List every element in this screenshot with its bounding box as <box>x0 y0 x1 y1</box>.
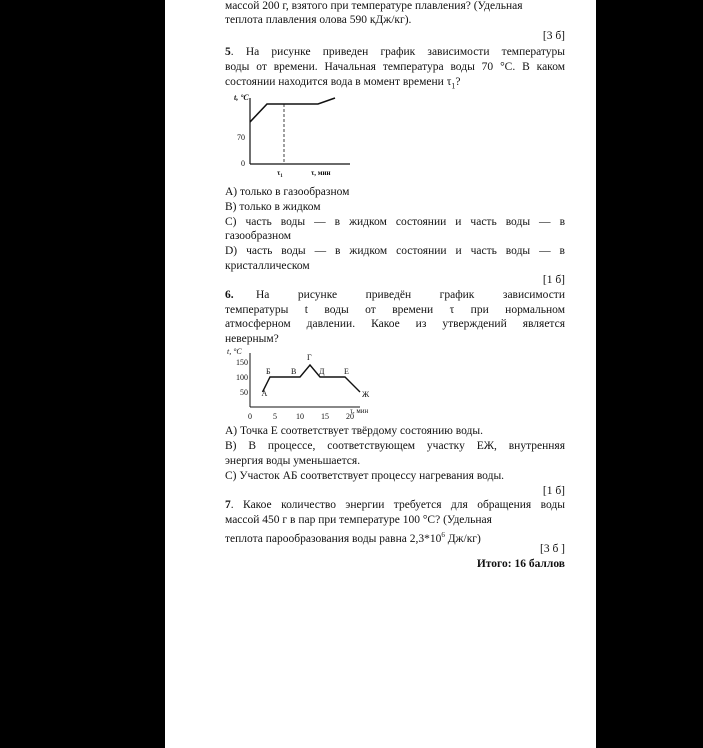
q5-x-label: τ, мин <box>311 169 331 177</box>
q5-points: [1 б] <box>542 274 565 286</box>
q6-line1: На рисунке приведён график зависимости <box>256 289 565 301</box>
q6-y-label: t, °С <box>227 347 242 356</box>
q4-line2: теплота плавления олова 590 кДж/кг). <box>225 14 412 26</box>
q6-x-tick: 20 <box>346 412 354 421</box>
total-score: Итого: 16 баллов <box>476 558 565 570</box>
q6-line4: неверным? <box>225 333 279 345</box>
q6-y-tick: 100 <box>236 373 248 382</box>
q4-points: [3 б] <box>542 30 565 42</box>
q5-y-label: t, °С <box>234 93 249 102</box>
q7-line1-text: . Какое количество энергии требуется для обращения воды <box>230 499 565 511</box>
q6-option-b-line2: энергия воды уменьшается. <box>225 455 361 467</box>
q6-line2: температуры t воды от времени τ при нормальном <box>225 304 565 316</box>
q6-line3: атмосферном давлении. Какое из утверждений является <box>225 318 565 330</box>
document-page <box>165 0 596 748</box>
q5-line3-text: состоянии находится вода в момент времени τ <box>225 76 452 88</box>
q7-line3-unit: Дж/кг) <box>444 532 481 545</box>
q5-option-b: B) только в жидком <box>225 201 321 213</box>
q7-line3-text: теплота парообразования воды равна 2,3*10 <box>225 532 442 545</box>
q6-option-c: C) Участок АБ соответствует процессу нагревания воды. <box>225 470 505 482</box>
q6-point-label: Ж <box>362 390 370 399</box>
q6-graph-plot <box>227 347 370 421</box>
q6-point-label: Д <box>319 367 325 376</box>
q5-number: 5 <box>225 46 231 58</box>
q5-question-mark: ? <box>455 76 461 88</box>
q6-y-tick: 50 <box>240 388 248 397</box>
q5-y-tick-70: 70 <box>237 133 245 142</box>
q6-points: [1 б] <box>542 485 565 497</box>
q6-point-label: В <box>291 367 297 376</box>
q6-x-tick: 15 <box>321 412 329 421</box>
q6-point-label: А <box>261 389 268 398</box>
q5-temperature-line <box>250 98 335 122</box>
q6-point-label: Г <box>307 353 312 362</box>
q6-option-a: A) Точка Е соответствует твёрдому состоянию воды. <box>225 425 483 437</box>
q5-tau-subscript: 1 <box>451 81 456 91</box>
q7-line3 <box>225 528 481 546</box>
q7-line1 <box>225 498 565 513</box>
q6-x-tick: 5 <box>273 412 277 421</box>
q6-point-label: Е <box>344 367 349 376</box>
q7-points: [3 б ] <box>539 543 565 555</box>
q6-x-label: τ, мин <box>350 407 369 415</box>
q5-tau1-sub: 1 <box>280 174 283 179</box>
q7-exponent: 6 <box>441 531 445 539</box>
q6-point-label: Б <box>266 367 271 376</box>
q6-option-b-line1: B) В процессе, соответствующем участку ЕЖ, внутренняя <box>225 440 565 452</box>
q5-option-c-line1: C) часть воды — в жидком состоянии и часть воды — в <box>225 216 565 228</box>
q6-graph <box>225 345 385 422</box>
q5-line1-text: . На рисунке приведен график зависимости температуры <box>230 46 565 58</box>
q6-y-tick: 150 <box>236 358 248 367</box>
q5-y-tick-0: 0 <box>241 159 245 168</box>
q5-line2: воды от времени. Начальная температура воды 70 °С. В каком <box>225 61 565 73</box>
q6-number: 6. <box>225 289 234 301</box>
q5-line1 <box>225 45 565 60</box>
q7-number: 7 <box>225 499 231 511</box>
q6-x-tick: 10 <box>296 412 304 421</box>
q5-x-tick-tau1 <box>277 169 283 179</box>
q4-line1: массой 200 г, взятого при температуре плавления? (Удельная <box>225 0 523 12</box>
q5-option-a: A) только в газообразном <box>225 186 350 198</box>
q5-option-c-line2: газообразном <box>225 230 292 242</box>
q7-line2: массой 450 г в пар при температуре 100 °С? (Удельная <box>225 514 492 526</box>
q5-option-d-line1: D) часть воды — в жидком состоянии и часть воды — в <box>225 245 565 257</box>
q5-graph <box>225 90 365 180</box>
q6-x-tick: 0 <box>248 412 252 421</box>
q5-option-d-line2: кристаллическом <box>225 260 310 272</box>
q5-tau1-symbol: τ <box>277 169 281 177</box>
